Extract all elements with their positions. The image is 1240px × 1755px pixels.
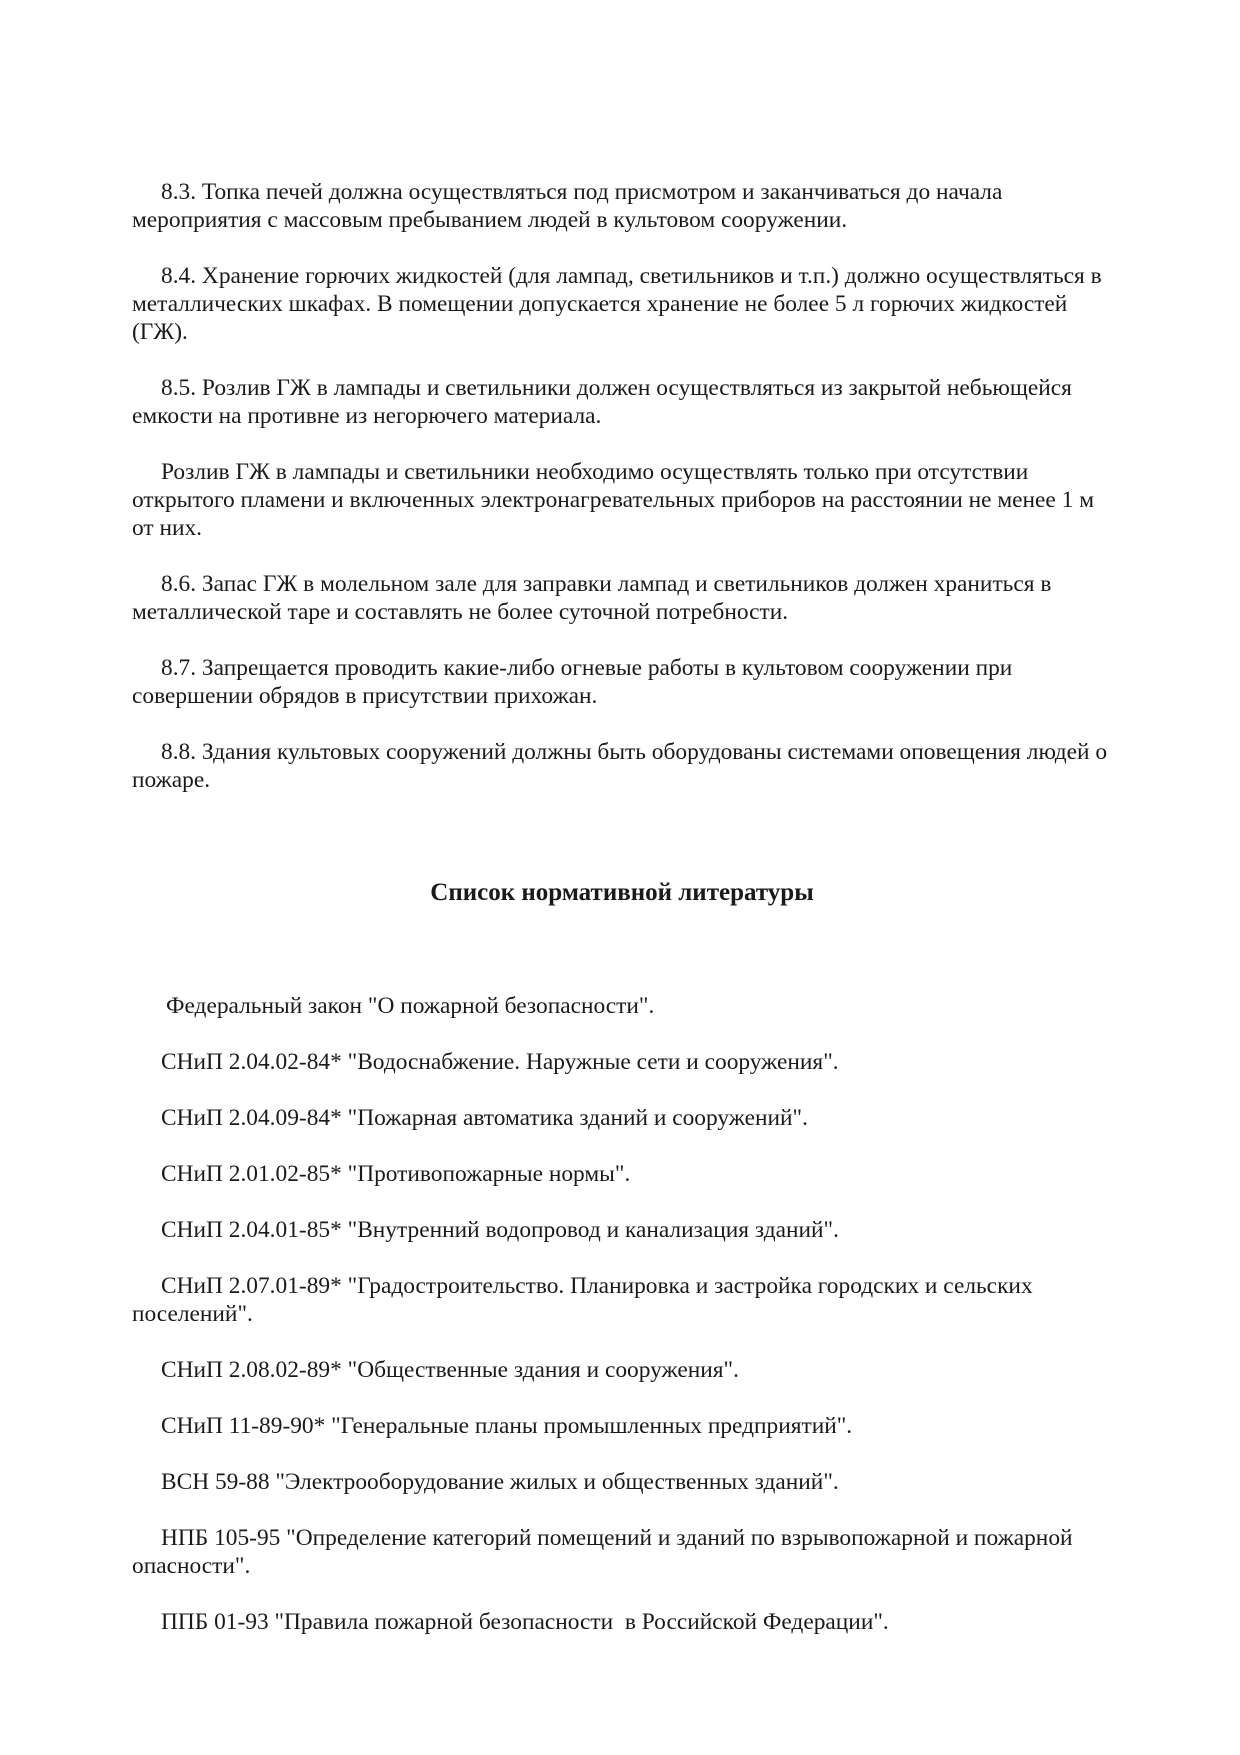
paragraph-8-4: 8.4. Хранение горючих жидкостей (для лампад, светильников и т.п.) должно осуществляться в металлических шкафах. В помещении допускается хранение не более 5 л горючих жидкостей (ГЖ). — [132, 263, 1108, 345]
paragraph-8-5: 8.5. Розлив ГЖ в лампады и светильники должен осуществляться из закрытой небьющейся емкости на противне из негорючего материала. — [132, 375, 1078, 429]
reference-item: СНиП 2.01.02-85* "Противопожарные нормы". — [161, 1161, 631, 1187]
reference-item: СНиП 2.04.01-85* "Внутренний водопровод и канализация зданий". — [161, 1217, 839, 1243]
document-page — [132, 178, 1112, 1664]
references-list — [132, 992, 1112, 1636]
reference-item: ВСН 59-88 "Электрооборудование жилых и общественных зданий". — [161, 1469, 839, 1495]
paragraph-8-6: 8.6. Запас ГЖ в молельном зале для заправки лампад и светильников должен храниться в металлической таре и составлять не более суточной потребности. — [132, 571, 1058, 625]
reference-item: НПБ 105-95 "Определение категорий помещений и зданий по взрывопожарной и пожарной опасности". — [132, 1525, 1079, 1579]
paragraph-8-8: 8.8. Здания культовых сооружений должны быть оборудованы системами оповещения людей о пожаре. — [132, 739, 1113, 793]
reference-item: Федеральный закон "О пожарной безопасности". — [166, 993, 655, 1019]
reference-item: ППБ 01-93 "Правила пожарной безопасности в Российской Федерации". — [161, 1609, 889, 1635]
references-heading: Список нормативной литературы — [430, 879, 814, 906]
reference-item: СНиП 2.07.01-89* "Градостроительство. Планировка и застройка городских и сельских поселений". — [132, 1273, 1039, 1327]
paragraph-8-7: 8.7. Запрещается проводить какие-либо огневые работы в культовом сооружении при совершении обрядов в присутствии прихожан. — [132, 655, 1019, 709]
paragraph-8-5-continued: Розлив ГЖ в лампады и светильники необходимо осуществлять только при отсутствии открытого пламени и включенных электронагревательных приборов на расстоянии не менее 1 м от них. — [132, 459, 1100, 541]
paragraph-8-3: 8.3. Топка печей должна осуществляться под присмотром и заканчиваться до начала мероприятия с массовым пребыванием людей в культовом сооружении. — [132, 179, 1009, 233]
reference-item: СНиП 2.04.02-84* "Водоснабжение. Наружные сети и сооружения". — [161, 1049, 839, 1075]
reference-item: СНиП 2.04.09-84* "Пожарная автоматика зданий и сооружений". — [161, 1105, 808, 1131]
reference-item: СНиП 11-89-90* "Генеральные планы промышленных предприятий". — [161, 1413, 853, 1439]
reference-item: СНиП 2.08.02-89* "Общественные здания и сооружения". — [161, 1357, 739, 1383]
